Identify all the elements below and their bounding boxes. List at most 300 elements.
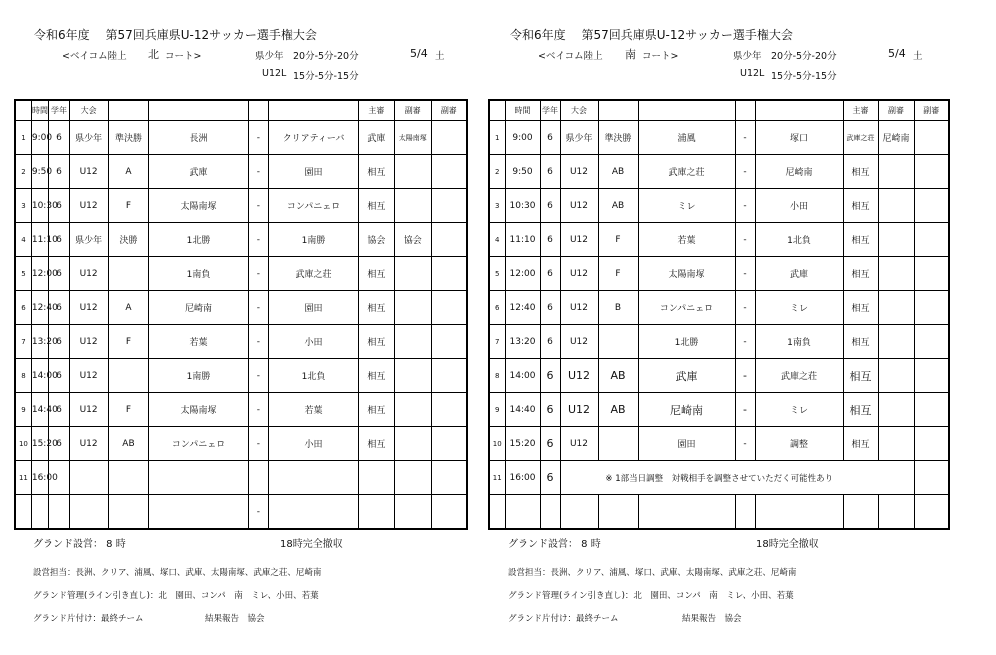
match-row	[15, 189, 467, 223]
header-cell	[638, 100, 735, 121]
round	[598, 325, 638, 359]
assistant-referee-2	[431, 393, 467, 427]
time	[31, 495, 48, 530]
assistant-referee-1	[394, 427, 431, 461]
right-court: 南	[625, 48, 636, 61]
assistant-referee-2	[431, 121, 467, 155]
time: 13:20	[31, 325, 48, 359]
grade: 6	[540, 359, 560, 393]
header-cell	[15, 100, 31, 121]
vs-dash: -	[735, 257, 755, 291]
right-schedule-table	[488, 99, 950, 530]
match-row	[489, 121, 949, 155]
assistant-referee-2	[914, 461, 949, 495]
time: 9:00	[505, 121, 540, 155]
tournament: U12	[69, 155, 108, 189]
match-row	[15, 223, 467, 257]
grade: 6	[540, 325, 560, 359]
header-tournament: 大会	[69, 100, 108, 121]
match-row	[489, 189, 949, 223]
time: 15:20	[31, 427, 48, 461]
time: 16:00	[505, 461, 540, 495]
away-team: 1南勝	[269, 223, 359, 257]
home-team: 武庫之荘	[638, 155, 735, 189]
left-schedule-table	[14, 99, 468, 530]
home-team: コンパニェロ	[149, 427, 248, 461]
home-team: ミレ	[638, 189, 735, 223]
header-cell	[598, 100, 638, 121]
match-row	[489, 427, 949, 461]
referee: 武庫之荘	[843, 121, 878, 155]
row-number: 6	[489, 291, 505, 325]
assistant-referee-1	[394, 359, 431, 393]
referee: 相互	[359, 427, 395, 461]
round: A	[108, 291, 149, 325]
vs-dash: -	[248, 223, 268, 257]
row-number: 9	[489, 393, 505, 427]
round	[108, 257, 149, 291]
assistant-referee-1	[878, 257, 914, 291]
home-team: 尼崎南	[638, 393, 735, 427]
vs-dash: -	[248, 257, 268, 291]
grade: 6	[49, 223, 69, 257]
assistant-referee-2	[431, 155, 467, 189]
time: 12:40	[31, 291, 48, 325]
left-cleanup: グランド片付け：最終チーム	[33, 614, 144, 624]
right-ground-setup: グランド設営： 8 時	[508, 539, 601, 550]
round: 決勝	[108, 223, 149, 257]
home-team: 1北勝	[638, 325, 735, 359]
vs-dash: -	[248, 393, 268, 427]
header-cell	[248, 100, 268, 121]
left-ground-management: グランド管理(ライン引き直し)：北 園田、コンパ 南 ミレ、小田、若葉	[33, 591, 319, 601]
match-row	[15, 325, 467, 359]
right-withdraw: 18時完全撤収	[756, 539, 819, 550]
referee: 相互	[359, 155, 395, 189]
assistant-referee-1: 太陽南塚	[394, 121, 431, 155]
tournament: U12	[560, 189, 598, 223]
left-ground-setup: グランド設営： 8 時	[33, 539, 126, 550]
tournament: U12	[69, 427, 108, 461]
time: 11:10	[31, 223, 48, 257]
row-number	[489, 495, 505, 530]
referee: 相互	[843, 189, 878, 223]
away-team: 若葉	[269, 393, 359, 427]
tournament: U12	[560, 427, 598, 461]
assistant-referee-1: 尼崎南	[878, 121, 914, 155]
away-team: 武庫之荘	[269, 257, 359, 291]
assistant-referee-2	[914, 223, 949, 257]
referee: 相互	[359, 291, 395, 325]
tournament: 県少年	[69, 223, 108, 257]
assistant-referee-2	[431, 427, 467, 461]
vs-dash: -	[248, 189, 268, 223]
tournament: U12	[560, 359, 598, 393]
time: 16:00	[31, 461, 48, 495]
left-date: 5/4	[410, 47, 428, 60]
round	[598, 495, 638, 530]
referee	[359, 495, 395, 530]
round: F	[108, 189, 149, 223]
assistant-referee-1	[878, 359, 914, 393]
header-assistant-referee: 副審	[914, 100, 949, 121]
time: 14:00	[31, 359, 48, 393]
right-title: 令和6年度 第57回兵庫県U-12サッカー選手権大会	[510, 28, 793, 42]
home-team: 太陽南塚	[638, 257, 735, 291]
row-number: 1	[15, 121, 31, 155]
match-row	[15, 461, 467, 495]
home-team: 尼崎南	[149, 291, 248, 325]
away-team: ミレ	[755, 393, 843, 427]
referee: 武庫	[359, 121, 395, 155]
row-number: 2	[15, 155, 31, 189]
vs-dash: -	[248, 291, 268, 325]
left-rule2-value: 15分-5分-15分	[293, 71, 359, 82]
left-court: 北	[148, 48, 159, 61]
grade: 6	[49, 257, 69, 291]
away-team: 1南負	[755, 325, 843, 359]
round: 準決勝	[108, 121, 149, 155]
match-row	[15, 359, 467, 393]
vs-dash: -	[735, 121, 755, 155]
vs-dash	[248, 461, 268, 495]
referee: 相互	[843, 359, 878, 393]
away-team: 小田	[269, 427, 359, 461]
header-tournament: 大会	[560, 100, 598, 121]
round: 準決勝	[598, 121, 638, 155]
time: 14:00	[505, 359, 540, 393]
assistant-referee-2	[914, 325, 949, 359]
row-number: 4	[489, 223, 505, 257]
away-team: 武庫	[755, 257, 843, 291]
vs-dash: -	[735, 427, 755, 461]
match-row	[15, 393, 467, 427]
match-row	[489, 393, 949, 427]
round: A	[108, 155, 149, 189]
assistant-referee-1	[394, 325, 431, 359]
grade: 6	[540, 257, 560, 291]
match-row	[489, 223, 949, 257]
home-team	[638, 495, 735, 530]
home-team: 長洲	[149, 121, 248, 155]
round: F	[108, 393, 149, 427]
right-venue: <ベイコム陸上	[538, 51, 603, 62]
right-weekday: 土	[913, 51, 923, 62]
round	[598, 427, 638, 461]
round: AB	[598, 155, 638, 189]
round	[108, 495, 149, 530]
home-team: コンパニェロ	[638, 291, 735, 325]
assistant-referee-2	[914, 495, 949, 530]
time: 10:30	[505, 189, 540, 223]
grade: 6	[540, 461, 560, 495]
right-rule1-label: 県少年	[733, 51, 762, 62]
tournament	[560, 495, 598, 530]
right-court-suffix: コート>	[642, 51, 679, 62]
right-date: 5/4	[888, 47, 906, 60]
row-number: 10	[15, 427, 31, 461]
referee: 相互	[843, 393, 878, 427]
tournament: U12	[560, 291, 598, 325]
assistant-referee-1	[878, 461, 914, 495]
away-team: 1北負	[755, 223, 843, 257]
away-team	[755, 495, 843, 530]
assistant-referee-2	[914, 155, 949, 189]
away-team: 園田	[269, 291, 359, 325]
referee: 相互	[359, 359, 395, 393]
assistant-referee-2	[431, 257, 467, 291]
vs-dash: -	[735, 291, 755, 325]
tournament: U12	[560, 393, 598, 427]
grade: 6	[540, 121, 560, 155]
referee: 相互	[843, 257, 878, 291]
tournament: U12	[69, 393, 108, 427]
referee	[359, 461, 395, 495]
away-team	[269, 495, 359, 530]
assistant-referee-1	[394, 257, 431, 291]
time: 14:40	[505, 393, 540, 427]
home-team: 1南勝	[149, 359, 248, 393]
right-setup-staff: 設営担当：長洲、クリア、浦風、塚口、武庫、太陽南塚、武庫之荘、尼崎南	[508, 568, 797, 578]
assistant-referee-1	[878, 189, 914, 223]
assistant-referee-2	[914, 393, 949, 427]
row-number: 3	[15, 189, 31, 223]
grade: 6	[540, 223, 560, 257]
vs-dash: -	[735, 155, 755, 189]
row-number: 9	[15, 393, 31, 427]
header-grade: 学年	[540, 100, 560, 121]
tournament: 県少年	[69, 121, 108, 155]
tournament: U12	[69, 257, 108, 291]
header-assistant-referee: 副審	[394, 100, 431, 121]
row-number: 3	[489, 189, 505, 223]
round: AB	[598, 359, 638, 393]
right-header-row	[489, 100, 949, 121]
home-team	[149, 461, 248, 495]
grade: 6	[49, 393, 69, 427]
home-team: 園田	[638, 427, 735, 461]
home-team: 若葉	[149, 325, 248, 359]
left-setup-staff: 設営担当：長洲、クリア、浦風、塚口、武庫、太陽南塚、武庫之荘、尼崎南	[33, 568, 322, 578]
left-rule1-value: 20分-5分-20分	[293, 51, 359, 62]
away-team: 園田	[269, 155, 359, 189]
assistant-referee-1	[878, 325, 914, 359]
referee: 相互	[843, 291, 878, 325]
referee	[843, 495, 878, 530]
right-rule2-label: U12L	[740, 68, 765, 79]
time	[505, 495, 540, 530]
grade: 6	[540, 427, 560, 461]
assistant-referee-2	[431, 291, 467, 325]
header-assistant-referee: 副審	[431, 100, 467, 121]
assistant-referee-2	[431, 325, 467, 359]
round: AB	[598, 189, 638, 223]
assistant-referee-2	[431, 223, 467, 257]
row-number: 4	[15, 223, 31, 257]
row-number	[15, 495, 31, 530]
round: AB	[598, 393, 638, 427]
row-number: 10	[489, 427, 505, 461]
grade: 6	[49, 121, 69, 155]
time: 9:50	[505, 155, 540, 189]
home-team: 1南負	[149, 257, 248, 291]
time: 9:50	[31, 155, 48, 189]
away-team: ミレ	[755, 291, 843, 325]
referee: 相互	[843, 325, 878, 359]
grade	[49, 495, 69, 530]
right-ground-management: グランド管理(ライン引き直し)：北 園田、コンパ 南 ミレ、小田、若葉	[508, 591, 794, 601]
row-number: 11	[15, 461, 31, 495]
match-row	[489, 257, 949, 291]
right-rule1-value: 20分-5分-20分	[771, 51, 837, 62]
time: 12:00	[505, 257, 540, 291]
away-team: 小田	[755, 189, 843, 223]
match-row	[489, 155, 949, 189]
tournament: U12	[69, 325, 108, 359]
left-venue: <ベイコム陸上	[62, 51, 127, 62]
tournament: U12	[69, 291, 108, 325]
left-withdraw: 18時完全撤収	[280, 539, 343, 550]
tournament	[69, 495, 108, 530]
vs-dash: -	[248, 427, 268, 461]
round: AB	[108, 427, 149, 461]
referee: 相互	[843, 155, 878, 189]
round: B	[598, 291, 638, 325]
home-team: 武庫	[638, 359, 735, 393]
assistant-referee-1	[878, 291, 914, 325]
referee: 相互	[843, 427, 878, 461]
referee: 相互	[359, 393, 395, 427]
vs-dash	[735, 495, 755, 530]
left-rule1-label: 県少年	[255, 51, 284, 62]
time: 10:30	[31, 189, 48, 223]
header-cell	[269, 100, 359, 121]
assistant-referee-2	[914, 427, 949, 461]
right-report: 結果報告 協会	[682, 614, 742, 624]
assistant-referee-1	[394, 189, 431, 223]
grade: 6	[540, 393, 560, 427]
vs-dash: -	[735, 223, 755, 257]
header-time: 時間	[31, 100, 48, 121]
assistant-referee-1: 協会	[394, 223, 431, 257]
left-weekday: 土	[435, 51, 445, 62]
vs-dash: -	[735, 393, 755, 427]
header-cell	[489, 100, 505, 121]
referee: 相互	[359, 257, 395, 291]
vs-dash: -	[248, 121, 268, 155]
away-team: 尼崎南	[755, 155, 843, 189]
round: F	[598, 223, 638, 257]
match-row	[15, 291, 467, 325]
assistant-referee-1	[394, 155, 431, 189]
time: 13:20	[505, 325, 540, 359]
left-report: 結果報告 協会	[205, 614, 265, 624]
right-rule2-value: 15分-5分-15分	[771, 71, 837, 82]
time: 15:20	[505, 427, 540, 461]
tournament: U12	[69, 189, 108, 223]
assistant-referee-2	[914, 291, 949, 325]
time: 12:00	[31, 257, 48, 291]
home-team	[149, 495, 248, 530]
tournament: U12	[560, 325, 598, 359]
round: F	[108, 325, 149, 359]
row-number: 7	[489, 325, 505, 359]
tournament: U12	[69, 359, 108, 393]
header-cell	[735, 100, 755, 121]
match-row	[489, 359, 949, 393]
left-court-suffix: コート>	[165, 51, 202, 62]
grade: 6	[49, 155, 69, 189]
match-row	[489, 461, 949, 495]
assistant-referee-1	[394, 291, 431, 325]
match-row	[489, 495, 949, 530]
away-team: コンパニェロ	[269, 189, 359, 223]
away-team: 調整	[755, 427, 843, 461]
tournament: 県少年	[560, 121, 598, 155]
vs-dash: -	[735, 359, 755, 393]
row-number: 7	[15, 325, 31, 359]
assistant-referee-2	[431, 461, 467, 495]
row-number: 2	[489, 155, 505, 189]
assistant-referee-2	[431, 189, 467, 223]
match-row	[15, 427, 467, 461]
vs-dash: -	[248, 495, 268, 530]
assistant-referee-1	[394, 495, 431, 530]
grade: 6	[49, 325, 69, 359]
match-row	[15, 257, 467, 291]
home-team: 武庫	[149, 155, 248, 189]
assistant-referee-1	[878, 427, 914, 461]
assistant-referee-1	[878, 495, 914, 530]
referee: 協会	[359, 223, 395, 257]
home-team: 太陽南塚	[149, 393, 248, 427]
grade: 6	[540, 155, 560, 189]
header-referee: 主審	[843, 100, 878, 121]
row-number: 8	[489, 359, 505, 393]
referee: 相互	[359, 189, 395, 223]
left-title: 令和6年度 第57回兵庫県U-12サッカー選手権大会	[34, 28, 317, 42]
assistant-referee-1	[878, 223, 914, 257]
match-row	[489, 291, 949, 325]
header-assistant-referee: 副審	[878, 100, 914, 121]
tournament: U12	[560, 257, 598, 291]
adjustment-note: ※ 1部当日調整 対戦相手を調整させていただく可能性あり	[560, 461, 878, 495]
header-time: 時間	[505, 100, 540, 121]
assistant-referee-1	[394, 393, 431, 427]
header-cell	[149, 100, 248, 121]
away-team	[269, 461, 359, 495]
match-row	[489, 325, 949, 359]
away-team: 塚口	[755, 121, 843, 155]
row-number: 5	[489, 257, 505, 291]
referee: 相互	[843, 223, 878, 257]
assistant-referee-2	[431, 495, 467, 530]
assistant-referee-2	[914, 121, 949, 155]
tournament: U12	[560, 223, 598, 257]
assistant-referee-2	[431, 359, 467, 393]
vs-dash: -	[735, 189, 755, 223]
row-number: 6	[15, 291, 31, 325]
home-team: 浦風	[638, 121, 735, 155]
row-number: 11	[489, 461, 505, 495]
assistant-referee-1	[394, 461, 431, 495]
assistant-referee-2	[914, 359, 949, 393]
match-row	[15, 121, 467, 155]
away-team: 小田	[269, 325, 359, 359]
away-team: 1北負	[269, 359, 359, 393]
right-cleanup: グランド片付け：最終チーム	[508, 614, 619, 624]
tournament: U12	[560, 155, 598, 189]
